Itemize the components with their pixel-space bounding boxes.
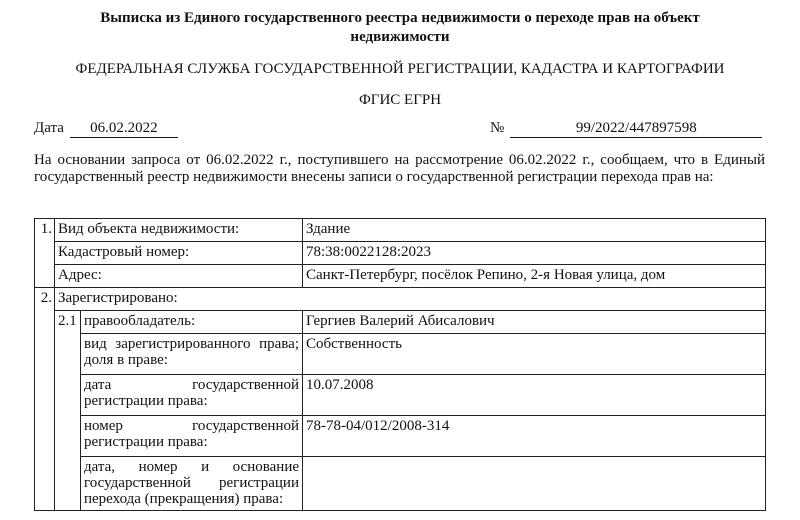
field-value: 10.07.2008 <box>303 375 766 416</box>
agency-name: ФЕДЕРАЛЬНАЯ СЛУЖБА ГОСУДАРСТВЕННОЙ РЕГИСТРАЦИИ, КАДАСТРА И КАРТОГРАФИИ <box>75 61 725 77</box>
field-label: дата государственной регистрации права: <box>81 375 303 416</box>
section-number-cell <box>35 416 55 457</box>
section-number-cell <box>35 242 55 265</box>
field-label: Вид объекта недвижимости: <box>55 219 303 242</box>
subsection-number-cell <box>55 334 81 375</box>
date-field <box>34 119 178 138</box>
table-row <box>35 288 766 311</box>
number-label: № <box>490 120 505 136</box>
section-number: 1. <box>35 219 55 242</box>
field-label: Адрес: <box>55 265 303 288</box>
field-value: Санкт-Петербург, посёлок Репино, 2-я Новая улица, дом <box>303 265 766 288</box>
subsection-number-cell <box>55 375 81 416</box>
section-number: 2. <box>35 288 55 311</box>
field-label: Кадастровый номер: <box>55 242 303 265</box>
subsection-number: 2.1 <box>55 311 81 334</box>
section-number-cell <box>35 457 55 511</box>
table-row <box>35 242 766 265</box>
system-name: ФГИС ЕГРН <box>358 92 442 108</box>
section-number-cell <box>35 334 55 375</box>
table-row <box>35 416 766 457</box>
section-number-cell <box>35 375 55 416</box>
intro-paragraph: На основании запроса от 06.02.2022 г., поступившего на рассмотрение 06.02.2022 г., сообщаем, что в Единый государственный реестр недвижимости внесены записи о государственной регистрации перехода прав на: <box>34 152 765 185</box>
field-value: 78:38:0022128:2023 <box>303 242 766 265</box>
field-value <box>303 457 766 511</box>
table-row <box>35 311 766 334</box>
table-row <box>35 219 766 242</box>
records-table <box>34 218 766 511</box>
subsection-number-cell <box>55 457 81 511</box>
field-label: дата, номер и основание государственной регистрации перехода (прекращения) права: <box>81 457 303 511</box>
table-row <box>35 375 766 416</box>
section-number-cell <box>35 265 55 288</box>
field-value: Здание <box>303 219 766 242</box>
date-value: 06.02.2022 <box>70 120 178 138</box>
date-label: Дата <box>34 120 64 136</box>
document-title: Выписка из Единого государственного реестра недвижимости о переходе прав на объект недвижимости <box>100 10 700 45</box>
table-row <box>35 265 766 288</box>
field-label: номер государственной регистрации права: <box>81 416 303 457</box>
section-number-cell <box>35 311 55 334</box>
field-label: правообладатель: <box>81 311 303 334</box>
subsection-number-cell <box>55 416 81 457</box>
number-value: 99/2022/447897598 <box>510 120 762 138</box>
field-label: вид зарегистрированного права; доля в праве: <box>81 334 303 375</box>
field-value: Собственность <box>303 334 766 375</box>
section-label: Зарегистрировано: <box>55 288 766 311</box>
field-value: 78-78-04/012/2008-314 <box>303 416 766 457</box>
number-field <box>490 119 762 138</box>
table-row <box>35 457 766 511</box>
field-value: Гергиев Валерий Абисалович <box>303 311 766 334</box>
table-row <box>35 334 766 375</box>
